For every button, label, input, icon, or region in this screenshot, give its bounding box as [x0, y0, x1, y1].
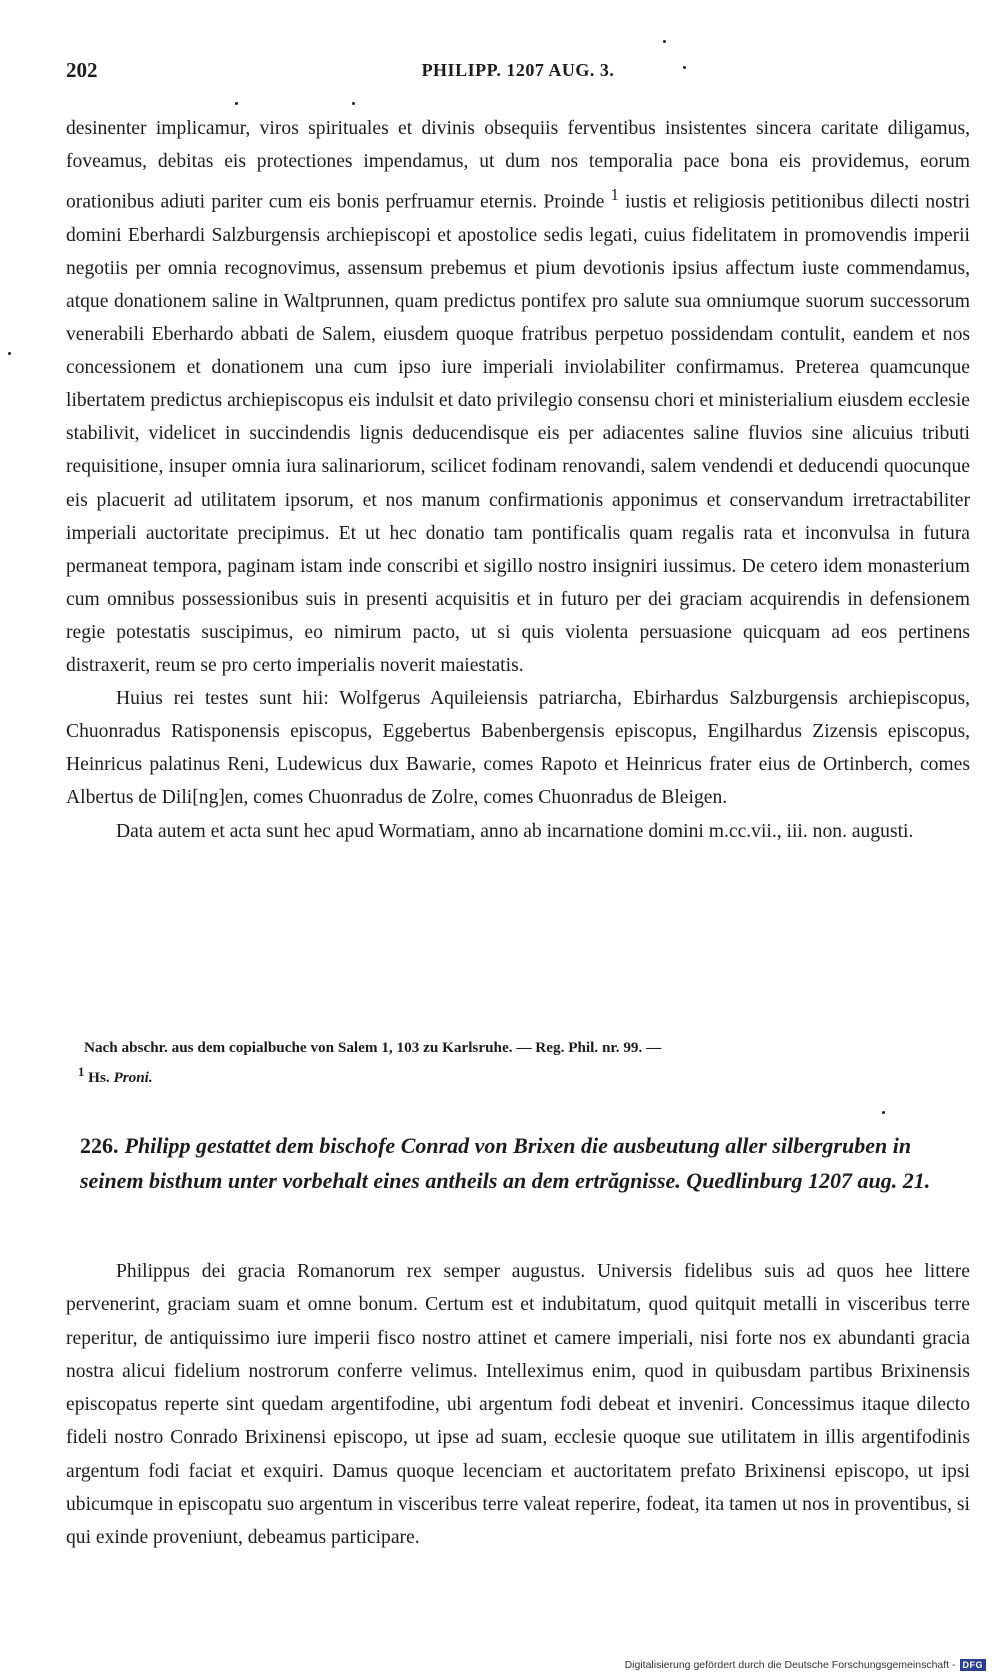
footnote-prefix: Hs. [84, 1069, 114, 1087]
charter-text-part: desinenter implicamur, viros spirituales et divinis obsequiis ferventibus insistentes sincera caritate diligamus, foveamus, debitas eis protectiones impendamus, ut dum nos temporalia pace bona eis providemus, eorum orationibus adiuti pariter cum eis bonis perfruamur eternis. Proinde [66, 118, 970, 213]
print-speck [683, 66, 686, 69]
print-speck [882, 1111, 885, 1114]
digitization-credit [625, 1659, 986, 1671]
regest-date: 1207 aug. 21. [802, 1168, 931, 1193]
page-number: 202 [66, 58, 98, 82]
source-citation: Nach abschr. aus dem copialbuche von Salem 1, 103 zu Karlsruhe. — Reg. Phil. nr. 99. — [84, 1039, 662, 1056]
dfg-logo-icon: DFG [960, 1659, 987, 1671]
regest-heading [80, 1128, 970, 1198]
witness-list: Huius rei testes sunt hii: Wolfgerus Aquileiensis patriarcha, Ebirhardus Salzburgensis archiepiscopus, Chuonradus Ratisponensis episcopus, Eggebertus Babenbergensis episcopus, Engilhardus Zizensis episcopus, Heinricus palatinus Reni, Ludewicus dux Bawarie, comes Rapoto et Heinricus frater eius de Ortinberch, comes Albertus de Dili[ng]en, comes Chuonradus de Zolre, comes Chuonradus de Bleigen. [66, 688, 970, 809]
charter-text-part: iustis et religiosis petitionibus dilecti nostri domini Eberhardi Salzburgensis archiepiscopi et apostolice sedis legati, cuius fidelitatem in promovendis imperii negotiis per omnia recognovimus, assensum prebemus et pium devotionis ipsius affectum iuste commendamus, atque donationem saline in Waltprunnen, quam predictus pontifex pro salute sua omniumque suorum successorum venerabili Eberhardo abbati de Salem, eiusdem quoque fratribus perpetuo possidendam contulit, eandem et nos concessionem et donationem una cum ipso iure imperiali inviolabiliter confirmamus. Preterea quamcunque libertatem predictus archiepiscopus eis indulsit et dato privilegio consensu chori et ministerialium eiusdem ecclesie stabilivit, videlicet in succindendis lignis deducendisque eis per adiacentes saline fluvios sine alicuius tributi requisitione, insuper omnia iura salinariorum, scilicet fodinam renovandi, salem vendendi et deducendi quocunque eis placuerit ad utilitatem ipsorum, et nos manum confirmationis apponimus et conservandum irretractabiliter imperiali auctoritate precipimus. Et ut hec donatio tam pontificalis quam regalis rata et inconvulsa in futura permaneat tempora, paginam istam inde conscribi et sigillo nostro insigniri iussimus. De cetero idem monasterium cum omnibus possessionibus suis in presenti acquisitis et in futuro per dei graciam acquirendis in defensionem regie potestatis suscipimus, eo nimirum pacto, ut si quis violenta persuasione quicquam ad eos pertinens distraxerit, reum se pro certo imperialis noverit maiestatis. [66, 191, 971, 677]
credit-text: Digitalisierung gefördert durch die Deutsche Forschungsgemeinschaft - [624, 1659, 956, 1671]
print-speck [235, 102, 238, 105]
print-speck [663, 40, 666, 43]
footnote-reading: Proni. [113, 1069, 153, 1087]
page-header [66, 58, 970, 94]
dating-clause: Data autem et acta sunt hec apud Wormatiam, anno ab incarnatione domini m.cc.vii., iii. non. augusti. [116, 820, 914, 842]
running-head: PHILIPP. 1207 AUG. 3. [421, 60, 615, 80]
document-paragraph: Philippus dei gracia Romanorum rex semper augustus. Universis fidelibus suis ad quos hee littere pervenerint, graciam suam et omne bonum. Certum est et indubitatum, quod quitquit metalli in visceribus terre reperitur, de antiquissimo iure imperii fisco nostro attinet et camere imperiali, nisi forte nos ex abundanti gracia nostra alicui fidelium nostrorum conferre velimus. Intelleximus enim, quod in quibusdam partibus Brixinensis episcopatus reperte sint quedam argentifodine, ubi argentum fodi debeat et inveniri. Concessimus itaque dilecto fideli nostro Conrado Brixinensi episcopo, ut ipse ad suam, ecclesie quoque sue utilitatem in illis argentifodinis argentum fodi faciat et exquiri. Damus quoque lecenciam et auctoritatem prefato Brixinensi episcopo, ut ipsi ubicumque in episcopatu suo argentum in visceribus terre valeat reperire, fodeat, ita tamen ut nos in proventibus, si qui exinde proveniunt, debeamus participare. [66, 1261, 970, 1549]
footnote-marker: 1 [610, 185, 619, 205]
footnote-number: 1 [78, 1065, 85, 1079]
print-speck [8, 352, 11, 355]
document-text [66, 1255, 970, 1555]
regest-summary: Philipp gestattet dem bischofe Conrad von Brixen die ausbeutung aller silbergruben in seinem bisthum unter vorbehalt eines antheils an dem ertrăgnisse. Quedlinburg [80, 1133, 912, 1193]
entry-number: 226. [80, 1133, 119, 1158]
source-notes [78, 1035, 970, 1090]
print-speck [352, 102, 355, 105]
charter-text [66, 112, 970, 848]
charter-paragraph [66, 112, 970, 682]
footnote [78, 1060, 970, 1090]
